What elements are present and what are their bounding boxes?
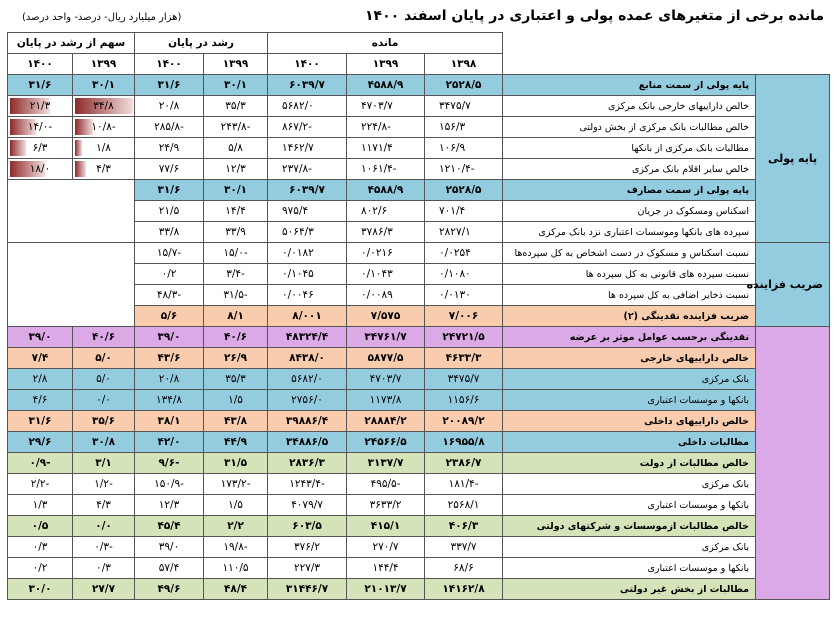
table-row: مطالبات از بخش غیر دولتی ۱۴۱۶۲/۸ ۲۱۰۱۳/۷ ۳۱۴۴۶/۷ ۴۸/۴ ۴۹/۶ ۲۷/۷ ۳۰/۰	[8, 579, 830, 600]
share-bar: ۶/۳	[8, 138, 73, 159]
header-year-1399: ۱۳۹۹	[204, 54, 268, 75]
table-row: نقدینگی برحسب عوامل موثر بر عرضه ۲۴۷۲۱/۵ ۳۴۷۶۱/۷ ۴۸۳۲۴/۴ ۴۰/۶ ۳۹/۰ ۴۰/۶ ۳۹/۰	[8, 327, 830, 348]
table-row: خالص مطالبات از دولت ۲۳۸۶/۷ ۳۱۳۷/۷ ۲۸۳۶/۳ ۳۱/۵ -۹/۶ ۳/۱ -۰/۹	[8, 453, 830, 474]
header-year-1400: ۱۴۰۰	[135, 54, 204, 75]
table-row: خالص داراییهای خارجی ۴۶۳۳/۳ ۵۸۷۷/۵ ۸۴۳۸/۰ ۲۶/۹ ۴۳/۶ ۵/۰ ۷/۴	[8, 348, 830, 369]
share-bar: ۴/۳	[73, 159, 135, 180]
table-row: خالص سایر اقلام بانک مرکزی -۱۲۱۰/۴ -۱۰۶۱/۴ -۲۳۷/۸ ۱۲/۳ ۷۷/۶ ۴/۳ ۱۸/۰	[8, 159, 830, 180]
header-share: سهم از رشد در پایان	[8, 33, 135, 54]
share-bar: ۱/۸	[73, 138, 135, 159]
table-row: مطالبات بانک مرکزی از بانکها ۱۰۶/۹ ۱۱۷۱/۴ ۱۴۶۲/۷ ۵/۸ ۲۴/۹ ۱/۸ ۶/۳	[8, 138, 830, 159]
header-year-1399: ۱۳۹۹	[73, 54, 135, 75]
header-year-1399: ۱۳۹۹	[347, 54, 425, 75]
table-row: ضریب فزاینده نقدینگی (۲) ۷/۰۰۶ ۷/۵۷۵ ۸/۰۰۱ ۸/۱ ۵/۶	[8, 306, 830, 327]
table-row: خالص مطالبات ازموسسات و شرکتهای دولتی ۴۰۶/۳ ۴۱۵/۱ ۶۰۳/۵ ۲/۲ ۴۵/۴ ۰/۰ ۰/۵	[8, 516, 830, 537]
share-bar: -۱۴/۰	[8, 117, 73, 138]
table-row: بانکها و موسسات اعتباری ۱۱۵۶/۶ ۱۱۷۳/۸ ۲۷۵۶/۰ ۱/۵ ۱۳۴/۸ ۰/۰ ۴/۶	[8, 390, 830, 411]
share-bar: ۲۱/۳	[8, 96, 73, 117]
table-row: مطالبات داخلی ۱۶۹۵۵/۸ ۲۴۵۶۶/۵ ۳۴۸۸۶/۵ ۴۴/۹ ۴۲/۰ ۳۰/۸ ۲۹/۶	[8, 432, 830, 453]
unit-note: (هزار میلیارد ریال- درصد- واحد درصد)	[22, 12, 182, 23]
table-row: بانکها و موسسات اعتباری ۶۸/۶ ۱۴۴/۴ ۲۲۷/۳ ۱۱۰/۵ ۵۷/۴ ۰/۳ ۰/۲	[8, 558, 830, 579]
table-row: اسکناس ومسکوک در جریان ۷۰۱/۴ ۸۰۲/۶ ۹۷۵/۴ ۱۴/۴ ۲۱/۵	[8, 201, 830, 222]
share-bar: ۱۸/۰	[8, 159, 73, 180]
header-balance: مانده	[268, 33, 503, 54]
monetary-table	[7, 32, 830, 600]
table-row: بانک مرکزی ۳۴۷۵/۷ ۴۷۰۳/۷ ۵۶۸۲/۰ ۳۵/۳ ۲۰/۸ ۵/۰ ۲/۸	[8, 369, 830, 390]
table-row: نسبت سپرده های قانونی به کل سپرده ها ۰/۱۰۸۰ ۰/۱۰۴۳ ۰/۱۰۴۵ -۳/۴ ۰/۲	[8, 264, 830, 285]
row-label: پایه پولی از سمت منابع	[503, 75, 756, 96]
table-row: پایه پولی پایه پولی از سمت منابع ۲۵۲۸/۵ ۴۵۸۸/۹ ۶۰۳۹/۷ ۳۰/۱ ۳۱/۶ ۳۰/۱ ۳۱/۶	[8, 75, 830, 96]
header-growth: رشد در پایان	[135, 33, 268, 54]
table-row: بانک مرکزی -۱۸۱/۴ -۴۹۵/۵ -۱۲۴۳/۴ -۱۷۳/۲ -۱۵۰/۹ -۱/۲ -۲/۲	[8, 474, 830, 495]
page-title: مانده برخی از متغیرهای عمده پولی و اعتباری در پایان اسفند ۱۴۰۰	[365, 8, 824, 24]
table-row: پایه پولی از سمت مصارف ۲۵۲۸/۵ ۴۵۸۸/۹ ۶۰۳۹/۷ ۳۰/۱ ۳۱/۶	[8, 180, 830, 201]
table-row: سپرده های بانکها وموسسات اعتباری نزد بانک مرکزی ۲۸۲۷/۱ ۳۷۸۶/۳ ۵۰۶۴/۳ ۳۳/۹ ۳۳/۸	[8, 222, 830, 243]
table-row: خالص داراییهای خارجی بانک مرکزی ۳۴۷۵/۷ ۴۷۰۳/۷ ۵۶۸۲/۰ ۳۵/۳ ۲۰/۸ ۳۴/۸ ۲۱/۳	[8, 96, 830, 117]
header-year-1400: ۱۴۰۰	[268, 54, 347, 75]
header-row-1	[8, 33, 830, 54]
header-year-1398: ۱۳۹۸	[425, 54, 503, 75]
table-row: نسبت ذخایر اضافی به کل سپرده ها ۰/۰۱۳۰ ۰/۰۰۸۹ ۰/۰۰۴۶ -۳۱/۵ -۴۸/۳	[8, 285, 830, 306]
section-multiplier: ضریب فزاینده	[756, 243, 830, 327]
table-row: خالص داراییهای داخلی ۲۰۰۸۹/۲ ۲۸۸۸۴/۲ ۳۹۸۸۶/۴ ۴۳/۸ ۳۸/۱ ۳۵/۶ ۳۱/۶	[8, 411, 830, 432]
table-row: خالص مطالبات بانک مرکزی از بخش دولتی ۱۵۶/۳ -۲۲۴/۸ -۸۶۷/۲ -۲۴۳/۸ -۲۸۵/۸ -۱۰/۸ -۱۴/۰	[8, 117, 830, 138]
table-row: ضریب فزاینده نسبت اسکناس و مسکوک در دست اشخاص به کل سپرده‌ها ۰/۰۲۵۴ ۰/۰۲۱۶ ۰/۰۱۸۲ -۱۵/۰ -۱۵/۷	[8, 243, 830, 264]
table-row: بانکها و موسسات اعتباری ۲۵۶۸/۱ ۳۶۳۳/۲ ۴۰۷۹/۷ ۱/۵ ۱۲/۳ ۴/۳ ۱/۳	[8, 495, 830, 516]
share-bar: ۳۴/۸	[73, 96, 135, 117]
table-row: بانک مرکزی ۳۳۷/۷ ۲۷۰/۷ ۳۷۶/۲ -۱۹/۸ ۳۹/۰ -۰/۳ ۰/۳	[8, 537, 830, 558]
header-year-1400: ۱۴۰۰	[8, 54, 73, 75]
section-base-money: پایه پولی	[756, 75, 830, 243]
share-bar: -۱۰/۸	[73, 117, 135, 138]
